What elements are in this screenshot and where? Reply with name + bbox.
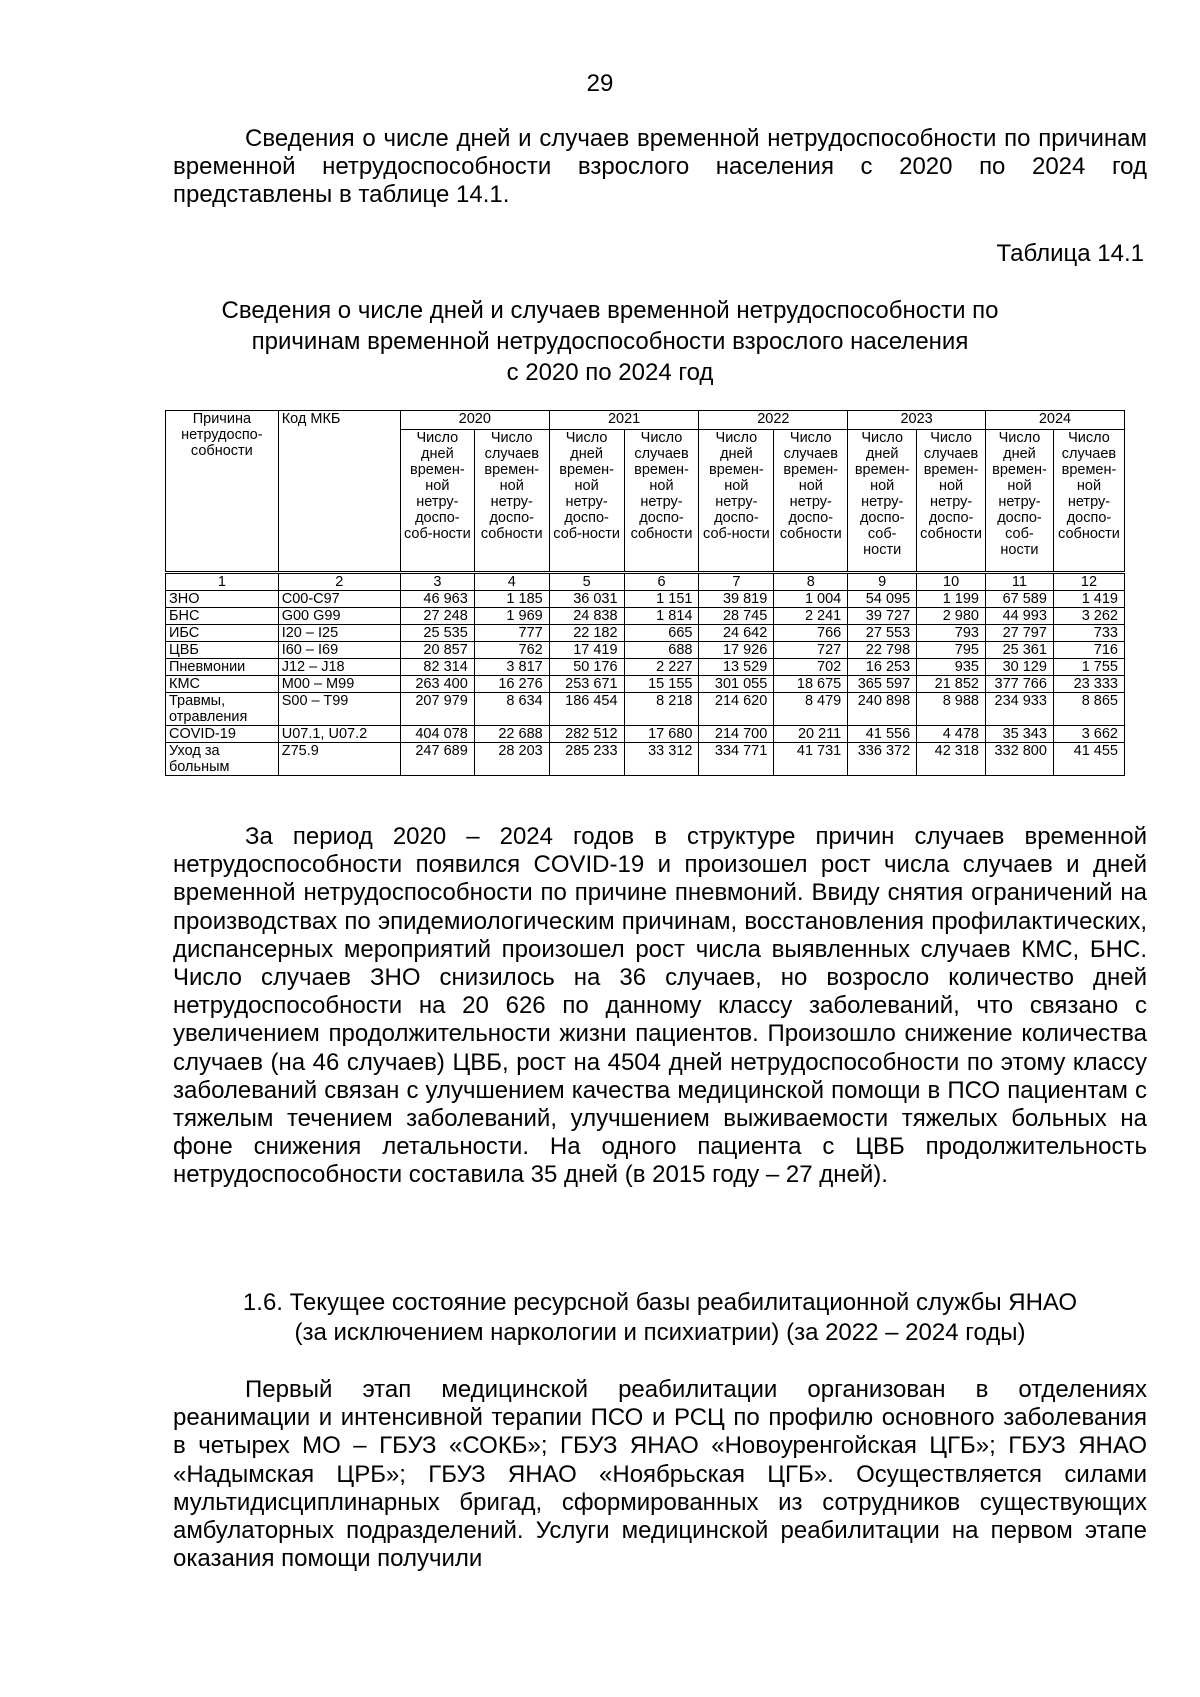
- cell-value: 41 731: [774, 743, 848, 776]
- header-year: 2024: [986, 411, 1125, 430]
- cell-value: 3 262: [1053, 608, 1124, 625]
- cell-value: 25 535: [400, 625, 474, 642]
- cell-value: 1 151: [624, 591, 699, 608]
- cell-code: G00 G99: [278, 608, 400, 625]
- cell-value: 22 182: [549, 625, 624, 642]
- cell-value: 17 419: [549, 642, 624, 659]
- cell-code: I60 – I69: [278, 642, 400, 659]
- cell-value: 702: [774, 659, 848, 676]
- section-heading-line-1: 1.6. Текущее состояние ресурсной базы реабилитационной службы ЯНАО: [242, 1289, 1078, 1316]
- cell-value: 42 318: [917, 743, 986, 776]
- table-label: Таблица 14.1: [996, 240, 1144, 267]
- cell-code: U07.1, U07.2: [278, 726, 400, 743]
- cell-cause: БНС: [166, 608, 279, 625]
- cell-value: 27 797: [986, 625, 1054, 642]
- cell-code: J12 – J18: [278, 659, 400, 676]
- header-days: Число дней времен-ной нетру-доспо-соб-ности: [848, 430, 917, 573]
- column-index: 11: [986, 573, 1054, 591]
- cell-value: 332 800: [986, 743, 1054, 776]
- cell-value: 17 926: [699, 642, 774, 659]
- cell-value: 253 671: [549, 676, 624, 693]
- cell-value: 25 361: [986, 642, 1054, 659]
- cell-value: 46 963: [400, 591, 474, 608]
- cell-value: 67 589: [986, 591, 1054, 608]
- cell-value: 727: [774, 642, 848, 659]
- table-row: [166, 743, 1125, 776]
- header-row-years: [166, 411, 1125, 430]
- table-row: [166, 591, 1125, 608]
- cell-code: Z75.9: [278, 743, 400, 776]
- cell-value: 214 620: [699, 693, 774, 726]
- cell-value: 20 857: [400, 642, 474, 659]
- cell-value: 665: [624, 625, 699, 642]
- cell-value: 39 819: [699, 591, 774, 608]
- cell-value: 33 312: [624, 743, 699, 776]
- cell-value: 15 155: [624, 676, 699, 693]
- cell-value: 16 276: [474, 676, 549, 693]
- cell-value: 240 898: [848, 693, 917, 726]
- cell-value: 777: [474, 625, 549, 642]
- caption-line-3: с 2020 по 2024 год: [506, 359, 714, 386]
- cell-cause: COVID-19: [166, 726, 279, 743]
- cell-value: 336 372: [848, 743, 917, 776]
- cell-value: 793: [917, 625, 986, 642]
- cell-value: 334 771: [699, 743, 774, 776]
- cell-value: 766: [774, 625, 848, 642]
- cell-value: 41 556: [848, 726, 917, 743]
- column-index: 10: [917, 573, 986, 591]
- header-year: 2021: [549, 411, 699, 430]
- table-row: [166, 693, 1125, 726]
- cell-value: 795: [917, 642, 986, 659]
- cell-value: 23 333: [1053, 676, 1124, 693]
- caption-line-2: причинам временной нетрудоспособности взрослого населения: [251, 328, 969, 355]
- cell-value: 28 745: [699, 608, 774, 625]
- column-index: 2: [278, 573, 400, 591]
- cell-value: 207 979: [400, 693, 474, 726]
- cell-value: 214 700: [699, 726, 774, 743]
- cell-value: 688: [624, 642, 699, 659]
- cell-cause: КМС: [166, 676, 279, 693]
- cell-value: 20 211: [774, 726, 848, 743]
- cell-value: 13 529: [699, 659, 774, 676]
- cell-cause: ЗНО: [166, 591, 279, 608]
- cell-value: 1 199: [917, 591, 986, 608]
- column-index: 12: [1053, 573, 1124, 591]
- cell-value: 27 248: [400, 608, 474, 625]
- cell-value: 2 227: [624, 659, 699, 676]
- sick-leave-table: [165, 410, 1125, 776]
- cell-cause: Травмы, отравления: [166, 693, 279, 726]
- cell-value: 22 798: [848, 642, 917, 659]
- cell-code: S00 – T99: [278, 693, 400, 726]
- table-row: [166, 625, 1125, 642]
- cell-value: 16 253: [848, 659, 917, 676]
- header-cases: Число случаев времен-ной нетру-доспо-собности: [474, 430, 549, 573]
- header-year: 2022: [699, 411, 848, 430]
- cell-cause: ИБС: [166, 625, 279, 642]
- cell-value: 935: [917, 659, 986, 676]
- cell-value: 24 838: [549, 608, 624, 625]
- header-days: Число дней времен-ной нетру-доспо-соб-ности: [699, 430, 774, 573]
- cell-value: 21 852: [917, 676, 986, 693]
- cell-value: 2 980: [917, 608, 986, 625]
- column-index: 5: [549, 573, 624, 591]
- column-index: 9: [848, 573, 917, 591]
- cell-value: 365 597: [848, 676, 917, 693]
- cell-value: 22 688: [474, 726, 549, 743]
- header-cause: Причина нетрудоспо-собности: [166, 411, 279, 573]
- cell-value: 41 455: [1053, 743, 1124, 776]
- cell-value: 377 766: [986, 676, 1054, 693]
- cell-value: 404 078: [400, 726, 474, 743]
- page-number: 29: [586, 70, 614, 97]
- cell-value: 1 419: [1053, 591, 1124, 608]
- cell-value: 301 055: [699, 676, 774, 693]
- header-cases: Число случаев времен-ной нетру-доспо-собности: [1053, 430, 1124, 573]
- cell-value: 186 454: [549, 693, 624, 726]
- cell-value: 8 479: [774, 693, 848, 726]
- cell-code: M00 – M99: [278, 676, 400, 693]
- cell-cause: Пневмонии: [166, 659, 279, 676]
- cell-value: 18 675: [774, 676, 848, 693]
- cell-value: 50 176: [549, 659, 624, 676]
- cell-value: 285 233: [549, 743, 624, 776]
- cell-value: 36 031: [549, 591, 624, 608]
- cell-value: 27 553: [848, 625, 917, 642]
- cell-value: 17 680: [624, 726, 699, 743]
- cell-value: 8 218: [624, 693, 699, 726]
- cell-value: 1 185: [474, 591, 549, 608]
- cell-value: 247 689: [400, 743, 474, 776]
- header-cases: Число случаев времен-ной нетру-доспо-собности: [624, 430, 699, 573]
- cell-value: 8 634: [474, 693, 549, 726]
- table-row: [166, 676, 1125, 693]
- cell-value: 282 512: [549, 726, 624, 743]
- cell-value: 716: [1053, 642, 1124, 659]
- intro-paragraph: Сведения о числе дней и случаев временной нетрудоспособности по причинам временной нетрудоспособности взрослого населения с 2020 по 2024 год представлены в таблице 14.1.: [173, 125, 1147, 209]
- table-body: [166, 591, 1125, 776]
- caption-line-1: Сведения о числе дней и случаев временной нетрудоспособности по: [221, 297, 999, 324]
- cell-value: 30 129: [986, 659, 1054, 676]
- table-caption: [160, 295, 1060, 388]
- cell-value: 1 969: [474, 608, 549, 625]
- column-index: 8: [774, 573, 848, 591]
- section-heading-line-2: (за исключением наркологии и психиатрии) (за 2022 – 2024 годы): [294, 1319, 1026, 1346]
- header-cases: Число случаев времен-ной нетру-доспо-собности: [917, 430, 986, 573]
- cell-value: 762: [474, 642, 549, 659]
- cell-value: 35 343: [986, 726, 1054, 743]
- cell-value: 8 988: [917, 693, 986, 726]
- column-index: 4: [474, 573, 549, 591]
- table-row: [166, 608, 1125, 625]
- cell-cause: Уход за больным: [166, 743, 279, 776]
- column-index: 3: [400, 573, 474, 591]
- header-cases: Число случаев времен-ной нетру-доспо-собности: [774, 430, 848, 573]
- cell-value: 234 933: [986, 693, 1054, 726]
- rehab-paragraph: Первый этап медицинской реабилитации организован в отделениях реанимации и интенсивной терапии ПСО и РСЦ по профилю основного заболевания в четырех МО – ГБУЗ «СОКБ»; ГБУЗ ЯНАО «Новоуренгойская ЦГБ»; ГБУЗ ЯНАО «Надымская ЦРБ»; ГБУЗ ЯНАО «Ноябрьская ЦГБ». Осуществляется силами мультидисциплинарных бригад, сформированных из сотрудников существующих амбулаторных подразделений. Услуги медицинской реабилитации на первом этапе оказания помощи получили: [173, 1376, 1147, 1573]
- table-row: [166, 642, 1125, 659]
- cell-value: 1 004: [774, 591, 848, 608]
- cell-cause: ЦВБ: [166, 642, 279, 659]
- cell-value: 733: [1053, 625, 1124, 642]
- cell-value: 2 241: [774, 608, 848, 625]
- cell-value: 3 817: [474, 659, 549, 676]
- header-year: 2023: [848, 411, 986, 430]
- cell-value: 82 314: [400, 659, 474, 676]
- header-days: Число дней времен-ной нетру-доспо-соб-ности: [986, 430, 1054, 573]
- cell-value: 8 865: [1053, 693, 1124, 726]
- header-days: Число дней времен-ной нетру-доспо-соб-ности: [400, 430, 474, 573]
- cell-value: 24 642: [699, 625, 774, 642]
- analysis-paragraph: За период 2020 – 2024 годов в структуре причин случаев временной нетрудоспособности появился COVID-19 и произошел рост числа случаев и дней временной нетрудоспособности по причине пневмоний. Ввиду снятия ограничений на производствах по эпидемиологическим причинам, восстановления профилактических, диспансерных мероприятий произошел рост числа выявленных случаев КМС, БНС. Число случаев ЗНО снизилось на 36 случаев, но возросло количество дней нетрудоспособности на 20 626 по данному классу заболеваний, что связано с увеличением продолжительности жизни пациентов. Произошло снижение количества случаев (на 46 случаев) ЦВБ, рост на 4504 дней нетрудоспособности по этому классу заболеваний связан с улучшением качества медицинской помощи в ПСО пациентам с тяжелым течением заболеваний, улучшением выживаемости тяжелых больных на фоне снижения летальности. На одного пациента с ЦВБ продолжительность нетрудоспособности составила 35 дней (в 2015 году – 27 дней).: [173, 823, 1147, 1189]
- cell-value: 263 400: [400, 676, 474, 693]
- cell-code: I20 – I25: [278, 625, 400, 642]
- header-code: Код МКБ: [278, 411, 400, 573]
- cell-code: C00-C97: [278, 591, 400, 608]
- cell-value: 4 478: [917, 726, 986, 743]
- column-index: 1: [166, 573, 279, 591]
- table-row: [166, 659, 1125, 676]
- column-index: 6: [624, 573, 699, 591]
- section-heading: [173, 1288, 1147, 1348]
- header-year: 2020: [400, 411, 549, 430]
- cell-value: 1 755: [1053, 659, 1124, 676]
- cell-value: 44 993: [986, 608, 1054, 625]
- cell-value: 28 203: [474, 743, 549, 776]
- table-row: [166, 726, 1125, 743]
- column-index: 7: [699, 573, 774, 591]
- cell-value: 3 662: [1053, 726, 1124, 743]
- header-days: Число дней времен-ной нетру-доспо-соб-ности: [549, 430, 624, 573]
- cell-value: 1 814: [624, 608, 699, 625]
- cell-value: 39 727: [848, 608, 917, 625]
- cell-value: 54 095: [848, 591, 917, 608]
- column-index-row: [166, 573, 1125, 591]
